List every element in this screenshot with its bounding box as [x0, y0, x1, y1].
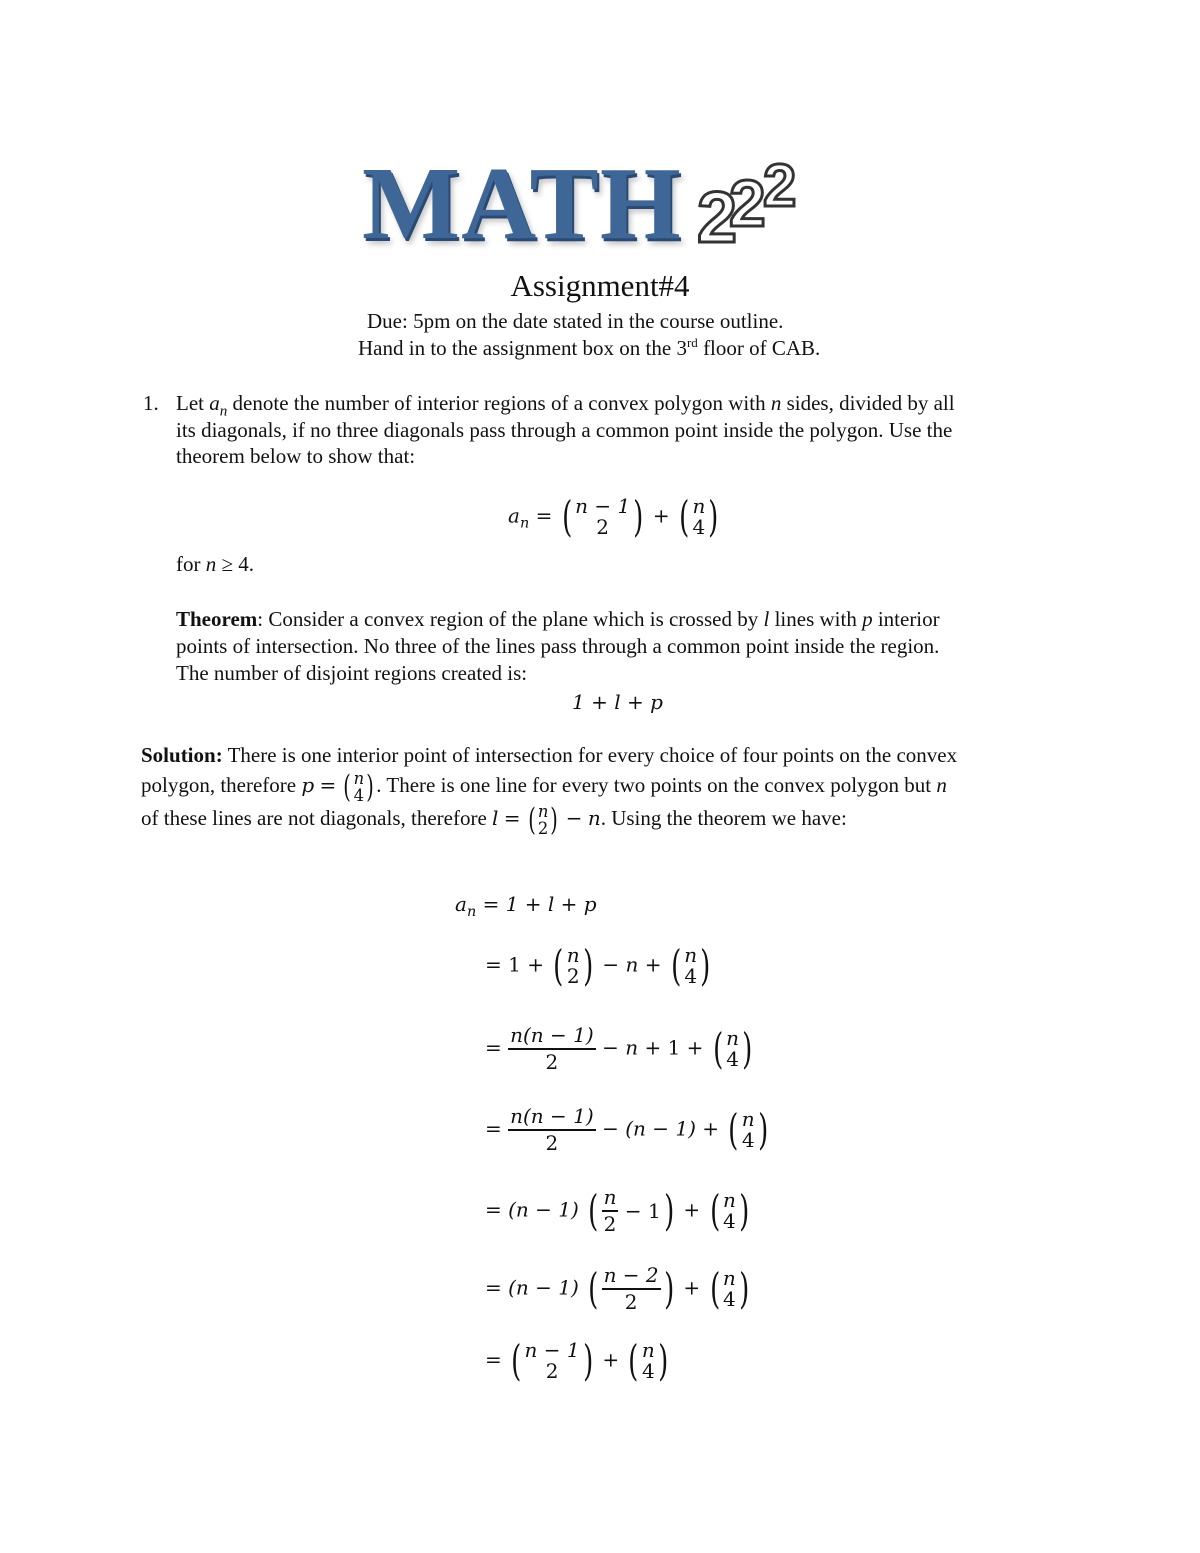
- paren: (: [588, 1186, 599, 1235]
- text: polygon, therefore: [141, 773, 302, 797]
- expr: (n − 1): [508, 1275, 579, 1300]
- theorem-line-3: The number of disjoint regions created is:: [176, 661, 528, 685]
- bottom: 4: [353, 786, 365, 806]
- text: : Consider a convex region of the plane which is crossed by: [257, 607, 764, 631]
- binom-n-4-inline: [341, 770, 376, 804]
- rhs: 1 + l + p: [505, 892, 597, 916]
- numerator: n: [602, 1186, 619, 1212]
- binom-n-4: [707, 1264, 753, 1313]
- paren: ): [633, 492, 644, 541]
- sym-eq: =: [503, 806, 521, 830]
- paren: ): [700, 941, 711, 990]
- sym-eq: =: [485, 952, 502, 977]
- var-n: n: [936, 773, 947, 797]
- derivation-line-5: [485, 1186, 752, 1236]
- sym-minus: −: [602, 952, 620, 977]
- numerator: n(n − 1): [508, 1105, 596, 1131]
- paren: ): [738, 1264, 750, 1313]
- sym-a: a: [508, 503, 520, 528]
- bottom: 4: [741, 1128, 755, 1152]
- theorem-label: Theorem: [176, 607, 258, 631]
- problem-line-2: its diagonals, if no three diagonals pass through a common point inside the polygon. Use the: [176, 418, 953, 442]
- var-a: a: [209, 391, 220, 415]
- paren: (: [628, 1336, 639, 1385]
- top: n: [722, 1266, 736, 1290]
- target-formula: [508, 492, 722, 541]
- paren: ): [582, 941, 593, 990]
- bottom: 2: [545, 1359, 559, 1383]
- paren: (: [670, 941, 682, 990]
- solution-label: Solution:: [141, 743, 223, 767]
- handin-pre: Hand in to the assignment box on the 3: [358, 335, 687, 360]
- num: 1: [647, 1199, 661, 1223]
- binom-n-4: [710, 1024, 756, 1073]
- top: n: [692, 494, 706, 518]
- frac: [508, 1105, 596, 1155]
- frac: [508, 1024, 596, 1074]
- num: 1: [508, 952, 521, 977]
- sym-plus: +: [683, 1275, 701, 1300]
- text: sides, divided by all: [781, 391, 955, 415]
- problem-line-1: [176, 391, 1066, 420]
- binom-nm1-2: [559, 492, 647, 541]
- sym-eq: =: [535, 503, 553, 528]
- solution-line-2: [141, 770, 1071, 804]
- logo-digit-2: 2: [697, 178, 738, 250]
- paren: (: [709, 1186, 720, 1235]
- paren: ): [742, 1024, 753, 1073]
- var-n: n: [770, 391, 782, 415]
- paren: (: [588, 1264, 599, 1313]
- question-number: 1.: [143, 391, 159, 415]
- paren: (: [511, 1336, 522, 1385]
- solution-line-3: [141, 803, 1071, 837]
- denominator: 2: [545, 1050, 559, 1074]
- expr: (n − 1): [625, 1116, 696, 1141]
- bottom: 4: [723, 1209, 736, 1233]
- paren-group: [585, 1186, 677, 1236]
- derivation-line-7: [485, 1336, 671, 1385]
- handin-post: floor of CAB.: [697, 335, 821, 360]
- denominator: 2: [603, 1212, 617, 1236]
- text: ≥ 4.: [216, 552, 255, 576]
- binom-n-4: [676, 492, 722, 541]
- paren: ): [366, 768, 374, 805]
- sym-plus: +: [644, 952, 662, 977]
- handin-sup: rd: [686, 335, 698, 350]
- binom-n-4: [625, 1336, 671, 1385]
- var-n: n: [625, 1035, 639, 1060]
- paren: (: [343, 768, 352, 805]
- paren: (: [528, 801, 536, 838]
- top: n: [353, 769, 365, 788]
- sym-plus: +: [683, 1197, 701, 1222]
- logo-digit-2: 2: [729, 166, 766, 240]
- text: There is one interior point of intersection for every choice of four points on the convex: [222, 743, 958, 767]
- var-sub: n: [219, 403, 228, 420]
- bottom: 2: [537, 819, 549, 839]
- paren: ): [738, 1186, 750, 1235]
- sym-plus: +: [686, 1035, 704, 1060]
- text: interior: [872, 607, 940, 631]
- top: n: [684, 943, 698, 967]
- binom-n-4: [668, 941, 714, 990]
- bottom: 4: [692, 515, 706, 539]
- binom-n-2-inline: [526, 803, 561, 837]
- sym-eq: =: [485, 1197, 502, 1222]
- logo-math-word: MATH: [362, 146, 682, 261]
- solution-line-1: [141, 743, 1071, 768]
- binom-nm1-2: [508, 1336, 596, 1385]
- text: . Using the theorem we have:: [600, 806, 847, 830]
- sym-eq: =: [485, 1116, 502, 1141]
- paren: ): [663, 1186, 674, 1235]
- num: 1: [667, 1035, 681, 1060]
- denominator: 2: [545, 1131, 559, 1155]
- derivation-line-6: [485, 1264, 752, 1314]
- theorem-formula: 1 + l + p: [572, 690, 663, 714]
- sym-sub-n: n: [466, 904, 477, 921]
- bottom: 2: [596, 515, 609, 539]
- bottom: 4: [641, 1359, 655, 1383]
- paren: (: [712, 1024, 724, 1073]
- assignment-title: Assignment#4: [510, 268, 690, 303]
- binom-n-4: [707, 1186, 753, 1235]
- sym-eq: =: [485, 1347, 502, 1372]
- bottom: 4: [684, 964, 698, 988]
- paren: ): [582, 1336, 593, 1385]
- var-n: n: [625, 952, 639, 977]
- top: n: [566, 943, 580, 967]
- frac: [602, 1186, 619, 1236]
- sym-plus: +: [652, 503, 670, 528]
- sym-sub-n: n: [519, 515, 530, 532]
- top: n: [537, 802, 549, 821]
- derivation-line-2: [485, 941, 714, 990]
- sym-eq: =: [485, 1275, 502, 1300]
- text: lines with: [769, 607, 863, 631]
- numerator: n(n − 1): [508, 1024, 596, 1050]
- binom-n-4: [725, 1105, 771, 1154]
- derivation-line-1: [455, 892, 597, 920]
- numerator: n − 2: [602, 1264, 661, 1290]
- paren-group: [585, 1264, 677, 1314]
- frac: [602, 1264, 661, 1314]
- bottom: 4: [726, 1047, 739, 1071]
- bottom: 4: [722, 1287, 736, 1311]
- sym-plus: +: [527, 952, 544, 977]
- logo-digit-2: 2: [763, 152, 797, 219]
- paren: ): [657, 1336, 669, 1385]
- sym-a: a: [455, 892, 467, 916]
- paren: ): [757, 1105, 768, 1154]
- text: denote the number of interior regions of a convex polygon with: [227, 391, 771, 415]
- sym-plus: +: [702, 1116, 719, 1141]
- binom-n-2: [550, 941, 596, 990]
- paren: ): [663, 1264, 674, 1313]
- sym-plus: +: [602, 1347, 620, 1372]
- condition-line: [176, 552, 1066, 577]
- top: n − 1: [575, 494, 631, 518]
- sym-minus: −: [602, 1035, 619, 1060]
- sym-eq: =: [482, 892, 500, 916]
- sym-minus: −: [565, 806, 583, 830]
- sym-plus: +: [644, 1035, 662, 1060]
- paren: ): [550, 801, 559, 838]
- paren: ): [708, 492, 719, 541]
- text: of these lines are not diagonals, therefore: [141, 806, 493, 830]
- top: n: [726, 1026, 740, 1050]
- var-p: p: [301, 773, 315, 797]
- top: n: [641, 1338, 655, 1362]
- denominator: 2: [624, 1290, 638, 1314]
- sym-minus: −: [624, 1199, 642, 1223]
- paren: (: [728, 1105, 739, 1154]
- top: n: [741, 1107, 755, 1131]
- paren: (: [709, 1264, 720, 1313]
- text: for: [176, 552, 206, 576]
- top: n: [722, 1188, 736, 1212]
- sym-eq: =: [485, 1035, 502, 1060]
- paren: (: [553, 941, 564, 990]
- var-p: p: [862, 607, 873, 631]
- bottom: 2: [566, 964, 580, 988]
- problem-line-3: theorem below to show that:: [176, 444, 416, 468]
- derivation-line-4: [485, 1105, 771, 1155]
- expr: (n − 1): [508, 1197, 579, 1222]
- sym-minus: −: [602, 1116, 619, 1141]
- var-n: n: [587, 806, 601, 830]
- top: n − 1: [524, 1338, 580, 1362]
- var-n: n: [205, 552, 217, 576]
- theorem-line-2: points of intersection. No three of the lines pass through a common point inside the region.: [176, 634, 940, 658]
- theorem-line-1: [176, 607, 1066, 632]
- paren: (: [561, 492, 572, 541]
- paren: (: [679, 492, 690, 541]
- sym-eq: =: [319, 773, 337, 797]
- var-l: l: [492, 806, 499, 830]
- due-line: Due: 5pm on the date stated in the course outline.: [367, 309, 784, 333]
- logo-222-graphic: [695, 150, 835, 250]
- handin-line: [358, 335, 820, 361]
- text: Let: [176, 391, 210, 415]
- derivation-line-3: [485, 1024, 755, 1074]
- text: . There is one line for every two points on the convex polygon but: [376, 773, 937, 797]
- var-l: l: [763, 607, 770, 631]
